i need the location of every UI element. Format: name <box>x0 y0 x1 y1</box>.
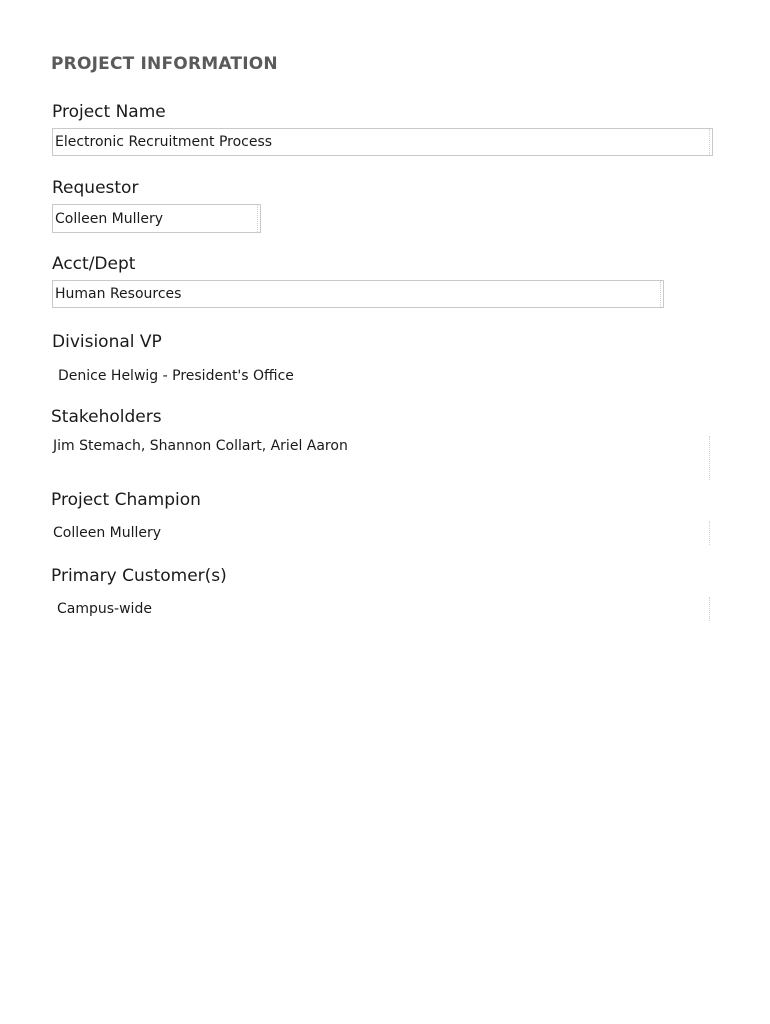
stakeholders-label: Stakeholders <box>51 407 162 427</box>
project-champion-field[interactable]: Colleen Mullery <box>53 525 162 541</box>
requestor-value: Colleen Mullery <box>55 210 164 227</box>
page-title: PROJECT INFORMATION <box>51 54 278 74</box>
acct-dept-value: Human Resources <box>55 286 182 302</box>
requestor-label: Requestor <box>52 178 139 198</box>
primary-customers-label: Primary Customer(s) <box>51 566 227 586</box>
project-name-label: Project Name <box>52 102 166 122</box>
project-name-value: Electronic Recruitment Process <box>55 134 273 150</box>
project-champion-field-edge <box>709 521 711 545</box>
acct-dept-field[interactable] <box>52 280 664 308</box>
divisional-vp-field[interactable]: Denice Helwig - President's Office <box>58 368 294 384</box>
project-champion-label: Project Champion <box>51 490 201 510</box>
primary-customers-field[interactable]: Campus-wide <box>57 601 152 617</box>
acct-dept-label: Acct/Dept <box>52 254 136 274</box>
primary-customers-field-edge <box>709 597 711 621</box>
project-name-field[interactable] <box>52 128 713 156</box>
stakeholders-field[interactable]: Jim Stemach, Shannon Collart, Ariel Aaron <box>53 438 348 454</box>
divisional-vp-label: Divisional VP <box>52 332 162 352</box>
stakeholders-field-edge <box>709 436 711 480</box>
requestor-field[interactable] <box>52 204 261 233</box>
